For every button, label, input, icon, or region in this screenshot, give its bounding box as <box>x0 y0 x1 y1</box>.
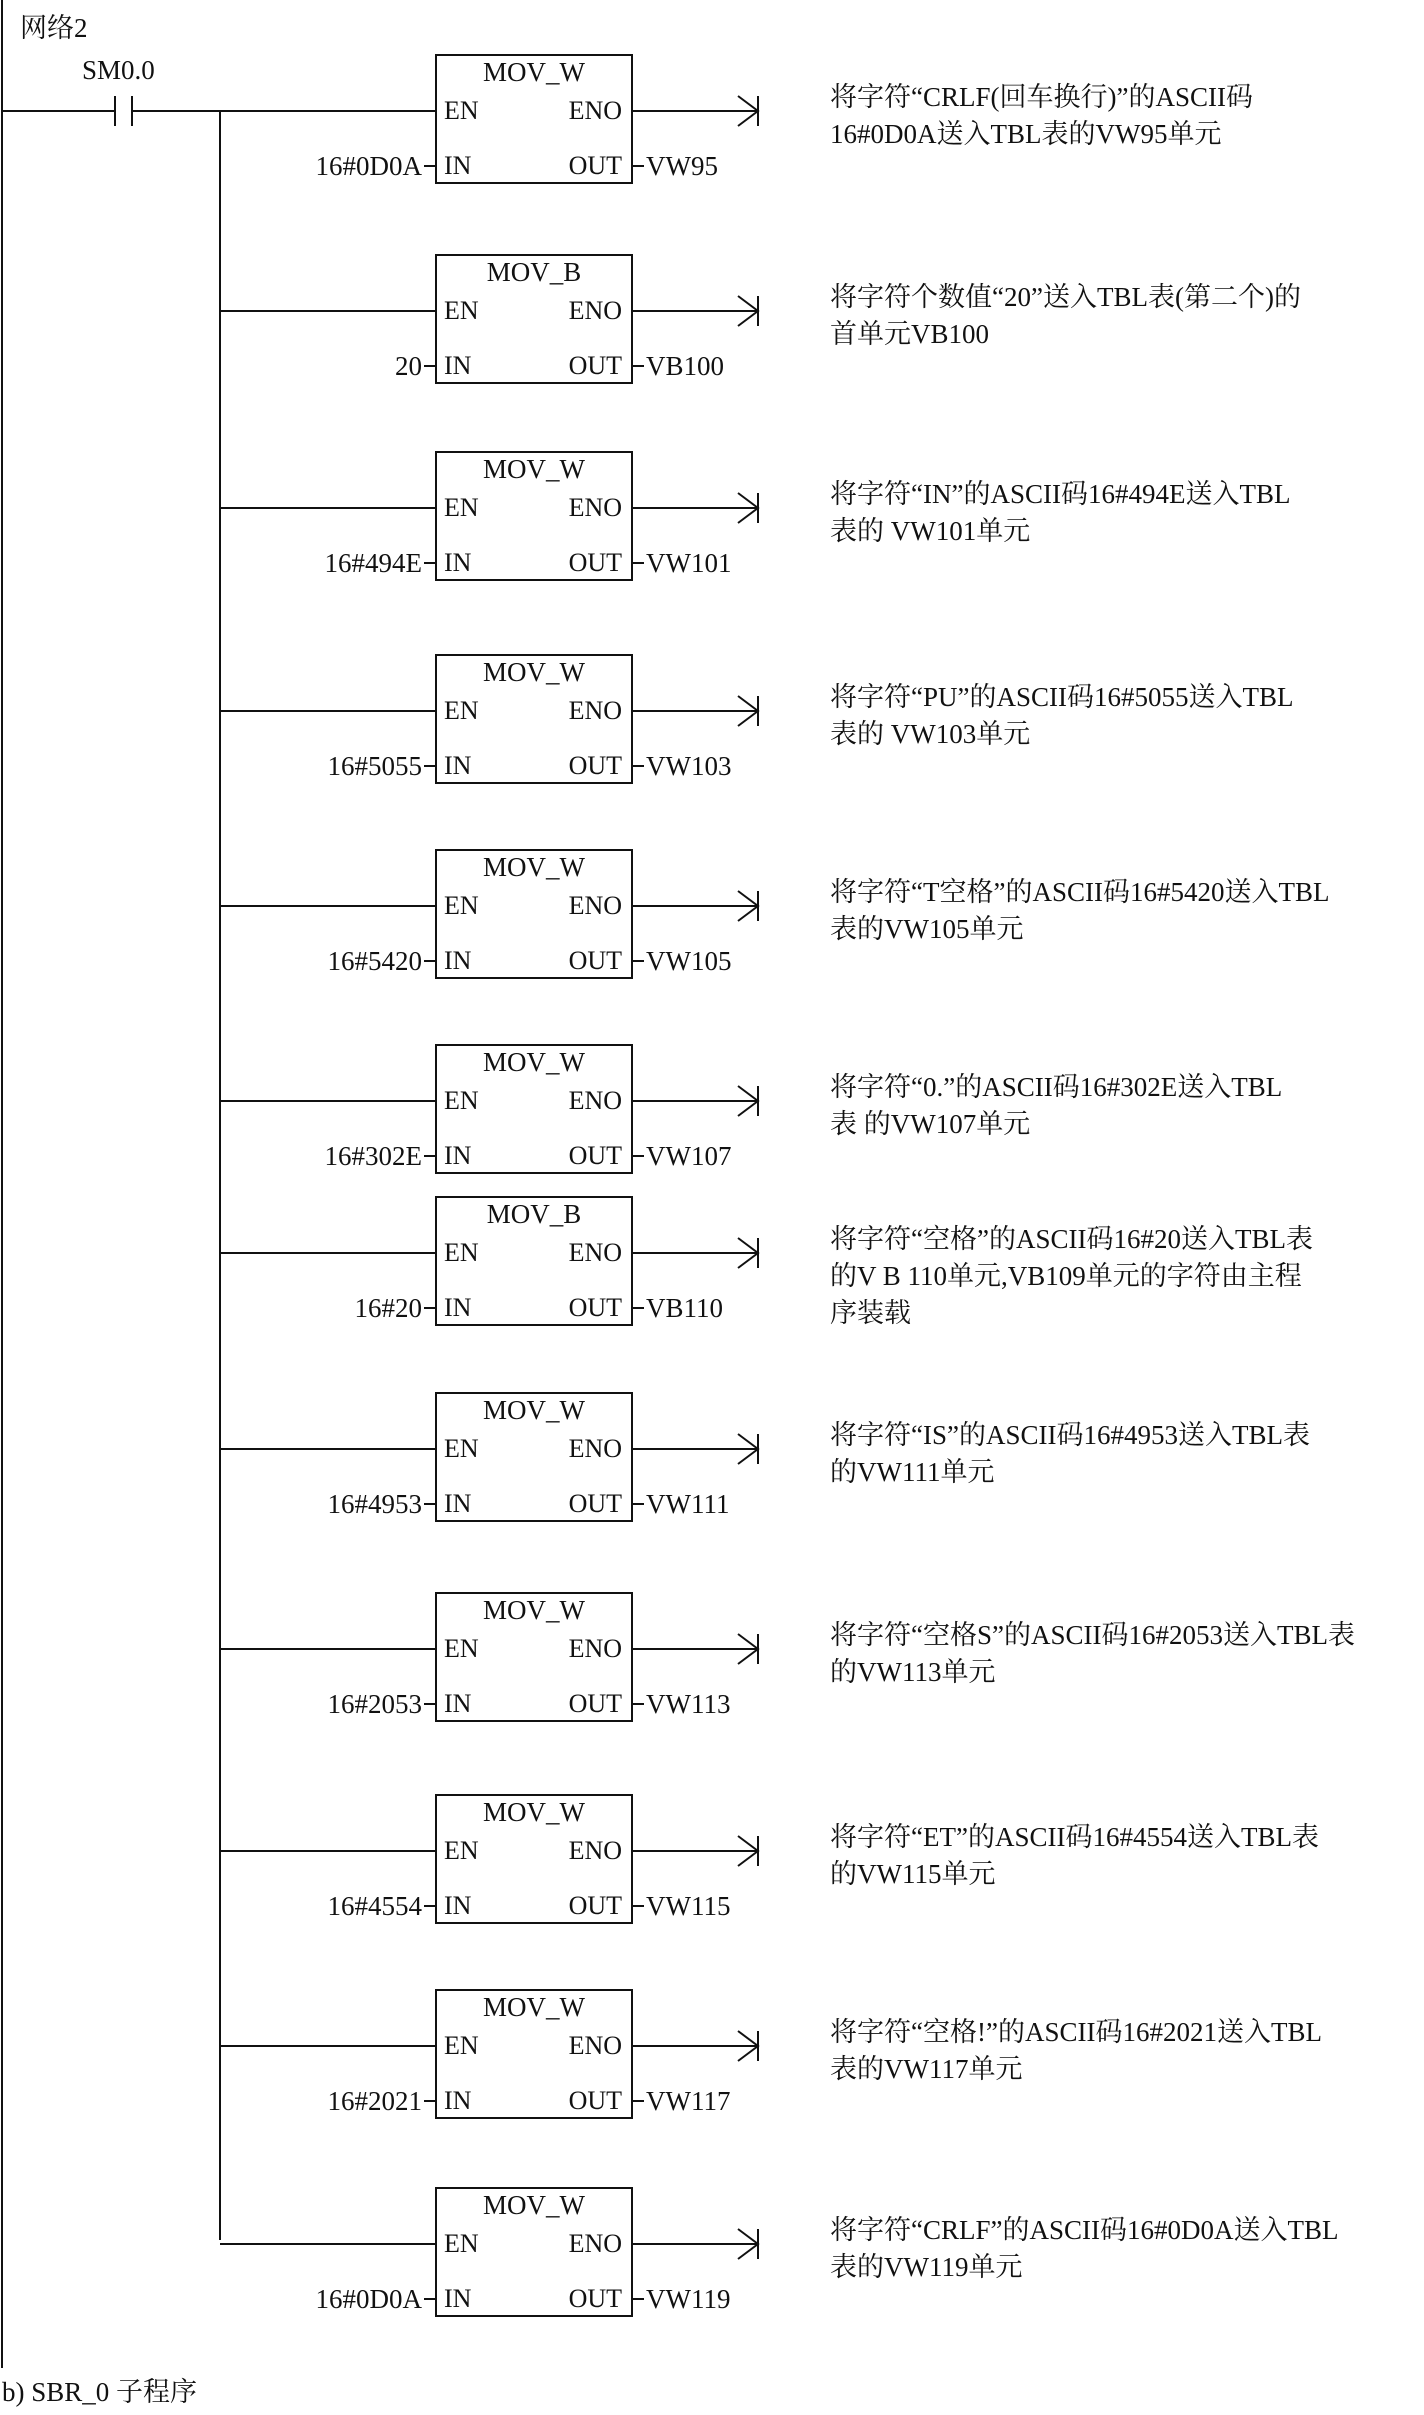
in-value: 16#302E <box>324 1141 422 1171</box>
en-pin-label: EN <box>444 1836 479 1865</box>
out-value: VW101 <box>646 548 732 578</box>
in-pin-label: IN <box>444 151 472 180</box>
out-value: VW119 <box>646 2284 731 2314</box>
contact-label: SM0.0 <box>82 55 155 85</box>
mov-block-title: MOV_W <box>483 2190 585 2220</box>
eno-pin-label: ENO <box>568 2031 622 2060</box>
rung-comment: 将字符“T空格”的ASCII码16#5420送入TBL 表的VW105单元 <box>830 877 1330 944</box>
in-pin-label: IN <box>444 946 472 975</box>
in-value: 20 <box>395 351 422 381</box>
out-pin-label: OUT <box>568 1489 622 1518</box>
network-title: 网络2 <box>20 13 88 43</box>
en-pin-label: EN <box>444 2031 479 2060</box>
out-value: VW105 <box>646 946 732 976</box>
en-pin-label: EN <box>444 96 479 125</box>
in-pin-label: IN <box>444 548 472 577</box>
mov-block-title: MOV_W <box>483 454 585 484</box>
rung-comment: 将字符“CRLF(回车换行)”的ASCII码 16#0D0A送入TBL表的VW95单元 <box>830 82 1253 149</box>
en-pin-label: EN <box>444 2229 479 2258</box>
out-pin-label: OUT <box>568 1891 622 1920</box>
mov-block-title: MOV_W <box>483 852 585 882</box>
in-value: 16#20 <box>354 1293 422 1323</box>
in-value: 16#4554 <box>327 1891 422 1921</box>
mov-block-title: MOV_W <box>483 1992 585 2022</box>
in-pin-label: IN <box>444 1489 472 1518</box>
mov-block-title: MOV_W <box>483 57 585 87</box>
out-value: VB100 <box>646 351 725 381</box>
eno-pin-label: ENO <box>568 1634 622 1663</box>
out-pin-label: OUT <box>568 351 622 380</box>
out-pin-label: OUT <box>568 2086 622 2115</box>
in-pin-label: IN <box>444 351 472 380</box>
out-pin-label: OUT <box>568 751 622 780</box>
en-pin-label: EN <box>444 493 479 522</box>
eno-pin-label: ENO <box>568 296 622 325</box>
eno-pin-label: ENO <box>568 96 622 125</box>
out-pin-label: OUT <box>568 1689 622 1718</box>
in-value: 16#5420 <box>327 946 422 976</box>
out-pin-label: OUT <box>568 2284 622 2313</box>
eno-pin-label: ENO <box>568 1836 622 1865</box>
in-pin-label: IN <box>444 1293 472 1322</box>
eno-pin-label: ENO <box>568 1238 622 1267</box>
en-pin-label: EN <box>444 1634 479 1663</box>
in-value: 16#5055 <box>327 751 422 781</box>
rung-comment: 将字符个数值“20”送入TBL表(第二个)的 首单元VB100 <box>830 282 1301 349</box>
out-pin-label: OUT <box>568 946 622 975</box>
in-value: 16#0D0A <box>315 151 422 181</box>
rung-comment: 将字符“0.”的ASCII码16#302E送入TBL 表 的VW107单元 <box>830 1072 1283 1139</box>
out-value: VW95 <box>646 151 718 181</box>
in-pin-label: IN <box>444 751 472 780</box>
in-pin-label: IN <box>444 2086 472 2115</box>
in-pin-label: IN <box>444 2284 472 2313</box>
mov-block-title: MOV_W <box>483 1595 585 1625</box>
en-pin-label: EN <box>444 1434 479 1463</box>
out-pin-label: OUT <box>568 151 622 180</box>
en-pin-label: EN <box>444 891 479 920</box>
out-value: VW117 <box>646 2086 731 2116</box>
in-pin-label: IN <box>444 1141 472 1170</box>
eno-pin-label: ENO <box>568 1434 622 1463</box>
figure-caption: b) SBR_0 子程序 <box>2 2377 198 2407</box>
out-pin-label: OUT <box>568 1293 622 1322</box>
out-value: VW115 <box>646 1891 731 1921</box>
rung-comment: 将字符“空格!”的ASCII码16#2021送入TBL 表的VW117单元 <box>830 2017 1322 2084</box>
eno-pin-label: ENO <box>568 696 622 725</box>
rung-comment: 将字符“空格S”的ASCII码16#2053送入TBL表 的VW113单元 <box>830 1620 1355 1687</box>
in-value: 16#2053 <box>327 1689 422 1719</box>
eno-pin-label: ENO <box>568 493 622 522</box>
out-value: VW113 <box>646 1689 731 1719</box>
rung-comment: 将字符“IS”的ASCII码16#4953送入TBL表 的VW111单元 <box>830 1420 1310 1487</box>
rung-comment: 将字符“ET”的ASCII码16#4554送入TBL表 的VW115单元 <box>830 1822 1319 1889</box>
en-pin-label: EN <box>444 696 479 725</box>
rung-comment: 将字符“空格”的ASCII码16#20送入TBL表 的V B 110单元,VB109单元的字符由主程 序装载 <box>830 1224 1313 1328</box>
rung-comment: 将字符“IN”的ASCII码16#494E送入TBL 表的 VW101单元 <box>830 479 1291 546</box>
in-value: 16#2021 <box>327 2086 422 2116</box>
mov-block-title: MOV_B <box>486 257 582 287</box>
in-value: 16#494E <box>324 548 422 578</box>
out-pin-label: OUT <box>568 548 622 577</box>
eno-pin-label: ENO <box>568 1086 622 1115</box>
out-value: VB110 <box>646 1293 724 1323</box>
eno-pin-label: ENO <box>568 2229 622 2258</box>
mov-block-title: MOV_W <box>483 1797 585 1827</box>
in-value: 16#4953 <box>327 1489 422 1519</box>
mov-block-title: MOV_B <box>486 1199 582 1229</box>
out-value: VW107 <box>646 1141 732 1171</box>
en-pin-label: EN <box>444 1086 479 1115</box>
en-pin-label: EN <box>444 296 479 325</box>
in-pin-label: IN <box>444 1891 472 1920</box>
mov-block-title: MOV_W <box>483 1047 585 1077</box>
mov-block-title: MOV_W <box>483 657 585 687</box>
mov-block-title: MOV_W <box>483 1395 585 1425</box>
out-value: VW103 <box>646 751 732 781</box>
out-pin-label: OUT <box>568 1141 622 1170</box>
rung-comment: 将字符“CRLF”的ASCII码16#0D0A送入TBL 表的VW119单元 <box>830 2215 1339 2282</box>
in-pin-label: IN <box>444 1689 472 1718</box>
rung-comment: 将字符“PU”的ASCII码16#5055送入TBL 表的 VW103单元 <box>830 682 1294 749</box>
out-value: VW111 <box>646 1489 730 1519</box>
en-pin-label: EN <box>444 1238 479 1267</box>
eno-pin-label: ENO <box>568 891 622 920</box>
in-value: 16#0D0A <box>315 2284 422 2314</box>
